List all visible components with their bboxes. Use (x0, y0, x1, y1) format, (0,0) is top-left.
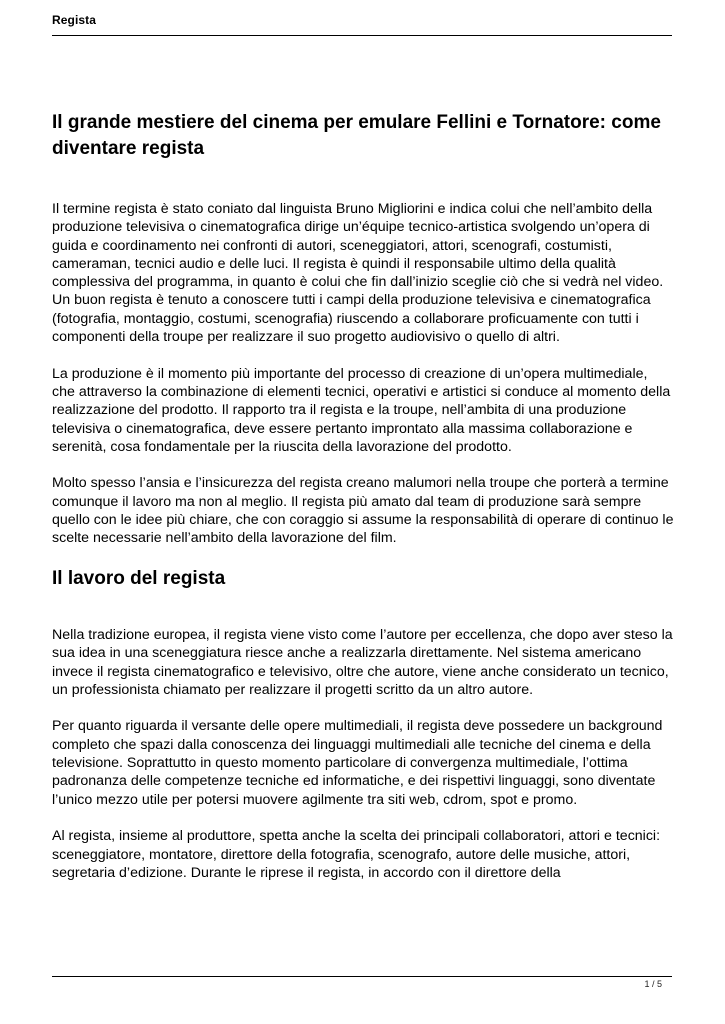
page-number: 1 / 5 (644, 979, 662, 989)
article-title: Il grande mestiere del cinema per emulare Fellini e Tornatore: come diventare regista (52, 112, 661, 159)
footer-divider (52, 976, 672, 977)
section-paragraph-1: Nella tradizione europea, il regista viene visto come l’autore per eccellenza, che dopo aver steso la sua idea in una sceneggiatura riesce anche a realizzarla direttamente. Nel sistema americano invece il regista cinematografico e televisivo, oltre che autore, viene anche considerato un tecnico, un professionista chiamato per realizzare il progetti scritto da un altro autore. (52, 626, 673, 698)
article-body (52, 110, 674, 900)
intro-paragraph-2: La produzione è il momento più importante del processo di creazione di un’opera multimediale, che attraverso la combinazione di elementi tecnici, operativi e artistici si conduce al momento della realizzazione del prodotto. Il rapporto tra il regista e la troupe, nell’ambita di una produzione televisiva o cinematografica, deve essere pertanto improntato alla massima collaborazione e serenità, cosa fondamentale per la riuscita della lavorazione del prodotto. (52, 365, 671, 455)
intro-paragraph-3: Molto spesso l’ansia e l’insicurezza del regista creano malumori nella troupe che porterà a termine comunque il lavoro ma non al meglio. Il regista più amato dal team di produzione sarà sempre quello con le idee più chiare, che con coraggio si assume la responsabilità di operare di continuo le scelte necessarie nell’ambito della lavorazione del film. (52, 475, 674, 547)
section-paragraph-3: Al regista, insieme al produttore, spetta anche la scelta dei principali collaboratori, attori e tecnici: sceneggiatore, montatore, direttore della fotografia, scenografo, autore delle musiche, attori, segretaria d’edizione. Durante le riprese il regista, in accordo con il direttore della (52, 828, 661, 881)
section-paragraph-2: Per quanto riguarda il versante delle opere multimediali, il regista deve possedere un background completo che spazi dalla conoscenza dei linguaggi multimediali alle tecniche del cinema e della televisione. Soprattutto in questo momento particolare di convergenza multimediale, l’ottima padronanza delle competenze tecniche ed informatiche, e dei rispettivi linguaggi, sono diventate l’unico mezzo utile per potersi muovere agilmente tra siti web, cdrom, spot e promo. (52, 718, 663, 808)
header-divider (52, 35, 672, 36)
intro-paragraph-1: Il termine regista è stato coniato dal linguista Bruno Migliorini e indica colui che nell’ambito della produzione televisiva o cinematografica dirige un’équipe tecnico-artistica svolgendo un’opera di guida e coordinamento nei confronti di autori, sceneggiatori, attori, scenografi, costumisti, cameraman, tecnici audio e delle luci. Il regista è quindi il responsabile ultimo della qualità complessiva del programma, in quanto è colui che fin dall’inizio sceglie ciò che si vedrà nel video. Un buon regista è tenuto a conoscere tutti i campi della produzione televisiva e cinematografica (fotografia, montaggio, costumi, scenografia) riuscendo a collaborare proficuamente con tutti i componenti della troupe per realizzare il suo progetto audiovisivo o quello di altri. (52, 201, 664, 346)
running-header-title: Regista (52, 13, 97, 27)
section-heading: Il lavoro del regista (52, 567, 226, 589)
